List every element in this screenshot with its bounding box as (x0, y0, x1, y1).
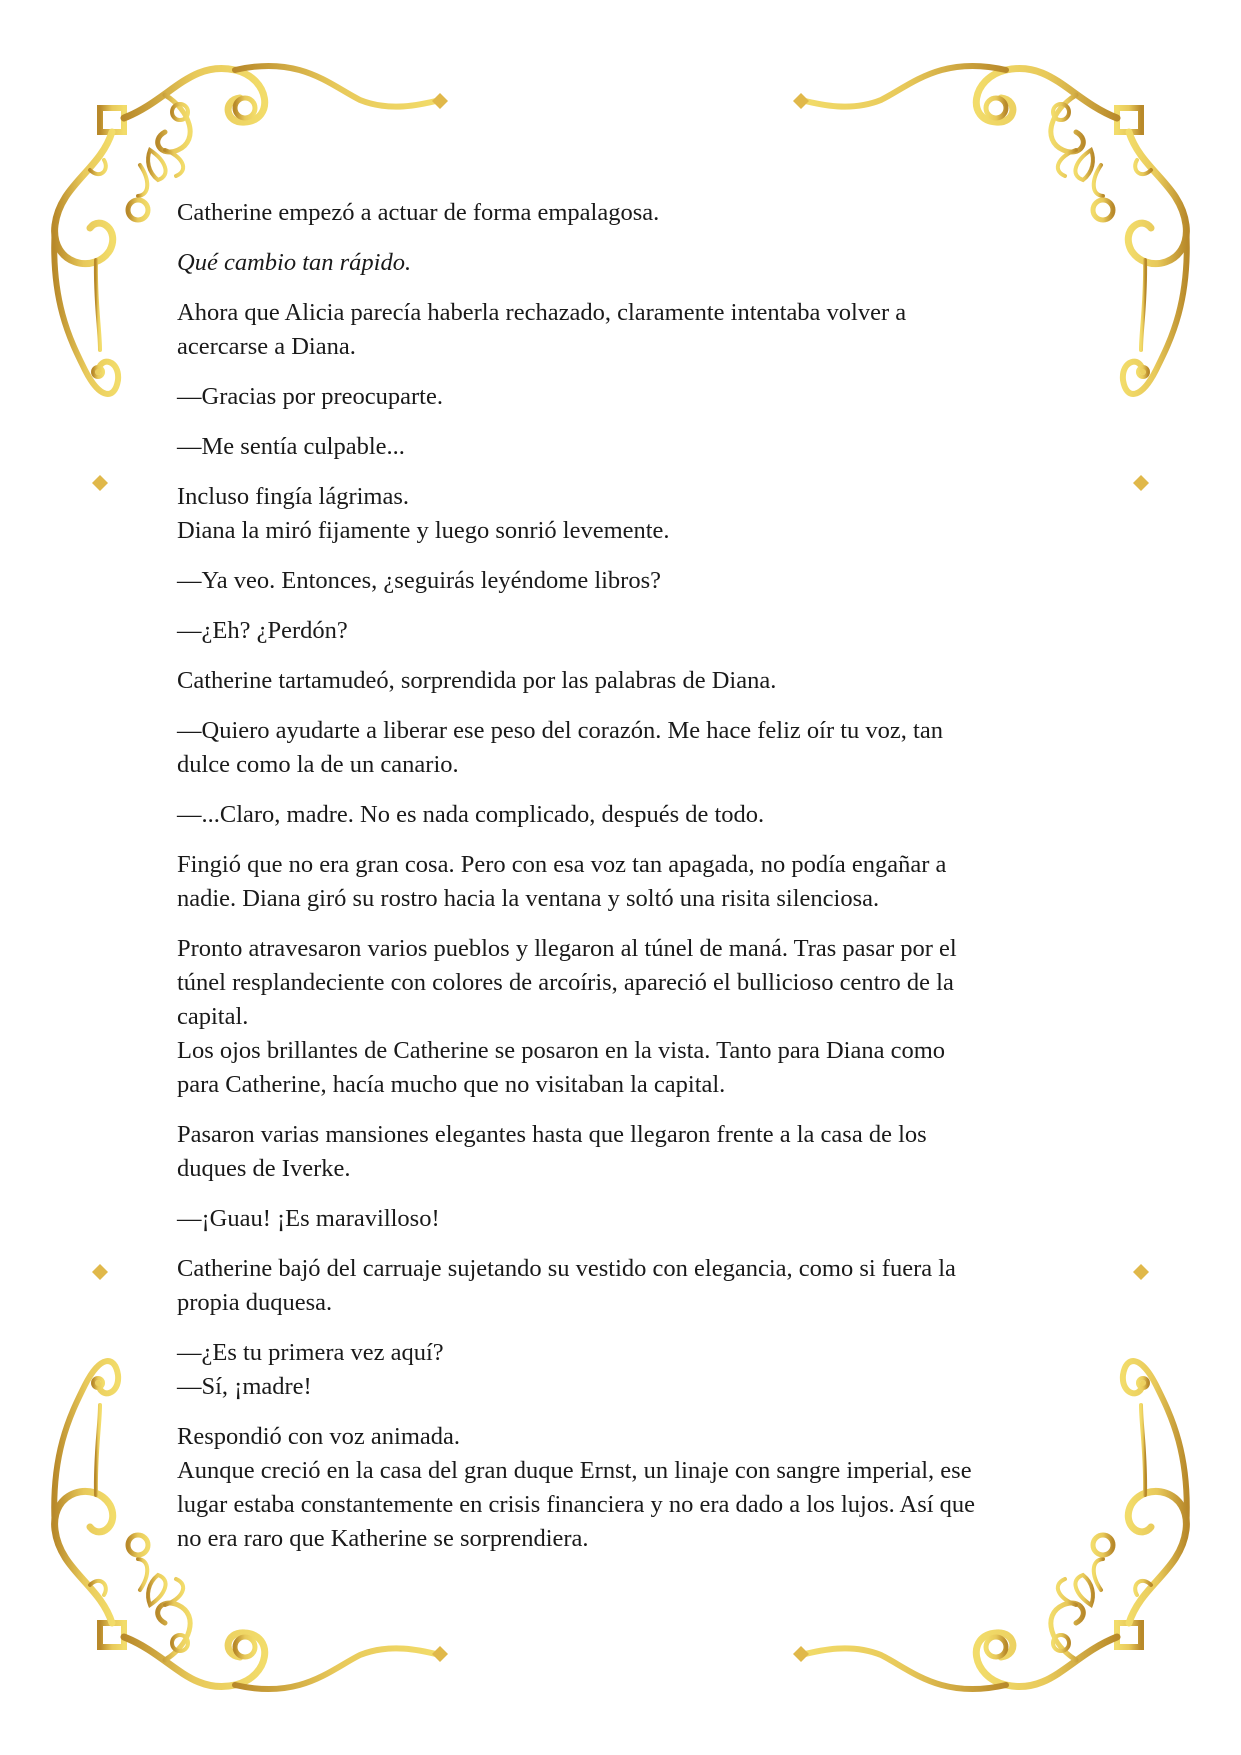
paragraph (177, 1252, 1082, 1320)
paragraph (177, 564, 1082, 598)
paragraph (177, 664, 1082, 698)
text-line: Aunque creció en la casa del gran duque Ernst, un linaje con sangre imperial, ese (177, 1457, 972, 1484)
text-line: no era raro que Katherine se sorprendiera. (177, 1525, 589, 1552)
paragraph (177, 296, 1082, 364)
paragraph (177, 196, 1082, 230)
text-line: —¡Guau! ¡Es maravilloso! (177, 1205, 440, 1232)
paragraph (177, 848, 1082, 916)
text-line: Diana la miró fijamente y luego sonrió levemente. (177, 517, 670, 544)
text-line: duques de Iverke. (177, 1155, 351, 1182)
paragraph (177, 380, 1082, 414)
text-line: acercarse a Diana. (177, 333, 356, 360)
text-line: lugar estaba constantemente en crisis financiera y no era dado a los lujos. Así que (177, 1491, 976, 1518)
text-line: Pasaron varias mansiones elegantes hasta que llegaron frente a la casa de los (177, 1121, 927, 1148)
text-line: —Sí, ¡madre! (177, 1373, 312, 1400)
text-line: Catherine tartamudeó, sorprendida por las palabras de Diana. (177, 667, 777, 694)
paragraph (177, 246, 1082, 280)
paragraph (177, 932, 1082, 1102)
paragraph (177, 1118, 1082, 1186)
text-line: —¿Es tu primera vez aquí? (177, 1339, 444, 1366)
text-line: capital. (177, 1003, 249, 1030)
paragraph (177, 1336, 1082, 1404)
text-line: Fingió que no era gran cosa. Pero con esa voz tan apagada, no podía engañar a (177, 851, 947, 878)
text-line: Qué cambio tan rápido. (177, 249, 412, 276)
text-line: —Gracias por preocuparte. (177, 383, 443, 410)
text-line: Los ojos brillantes de Catherine se posaron en la vista. Tanto para Diana como (177, 1037, 946, 1064)
text-line: —...Claro, madre. No es nada complicado, después de todo. (177, 801, 765, 828)
text-line: Respondió con voz animada. (177, 1423, 461, 1450)
paragraph (177, 430, 1082, 464)
text-line: túnel resplandeciente con colores de arcoíris, apareció el bullicioso centro de la (177, 969, 954, 996)
paragraph (177, 1420, 1082, 1556)
text-line: Incluso fingía lágrimas. (177, 483, 410, 510)
paragraph (177, 614, 1082, 648)
text-line: propia duquesa. (177, 1289, 333, 1316)
text-line: Ahora que Alicia parecía haberla rechazado, claramente intentaba volver a (177, 299, 907, 326)
text-line: dulce como la de un canario. (177, 751, 459, 778)
paragraph (177, 480, 1082, 548)
page-body-text (177, 196, 1082, 1572)
paragraph (177, 1202, 1082, 1236)
text-line: para Catherine, hacía mucho que no visitaban la capital. (177, 1071, 726, 1098)
text-line: —¿Eh? ¿Perdón? (177, 617, 348, 644)
paragraph (177, 798, 1082, 832)
text-line: —Quiero ayudarte a liberar ese peso del corazón. Me hace feliz oír tu voz, tan (177, 717, 943, 744)
text-line: Catherine empezó a actuar de forma empalagosa. (177, 199, 660, 226)
text-line: Pronto atravesaron varios pueblos y llegaron al túnel de maná. Tras pasar por el (177, 935, 957, 962)
text-line: —Me sentía culpable... (177, 433, 405, 460)
text-line: —Ya veo. Entonces, ¿seguirás leyéndome libros? (177, 567, 661, 594)
text-line: Catherine bajó del carruaje sujetando su vestido con elegancia, como si fuera la (177, 1255, 956, 1282)
paragraph (177, 714, 1082, 782)
text-line: nadie. Diana giró su rostro hacia la ventana y soltó una risita silenciosa. (177, 885, 880, 912)
